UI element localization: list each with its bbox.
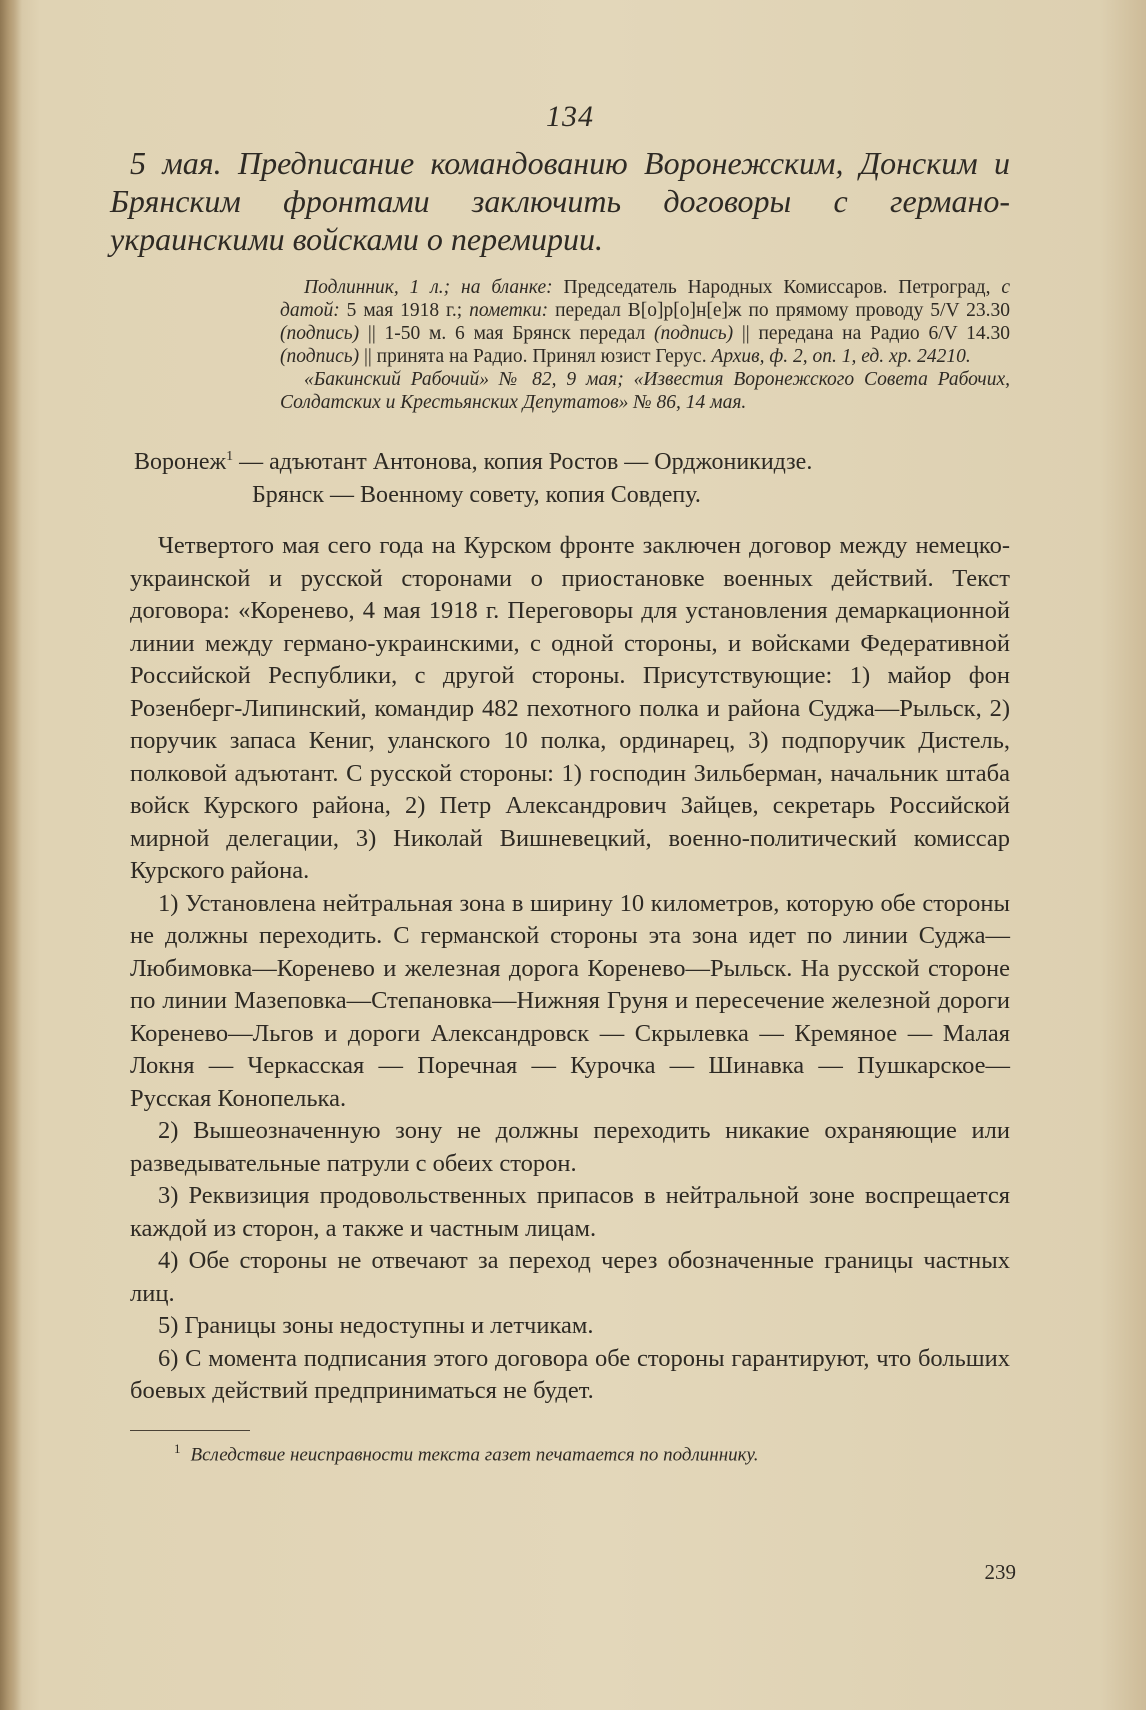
- publication-reference: «Бакинский Рабочий» № 82, 9 мая; «Известия Воронежского Совета Рабочих, Солдатских и Крестьянских Депутатов» № 86, 14 мая.: [280, 369, 1010, 413]
- body-paragraph: Четвертого мая сего года на Курском фронте заключен договор между немецко-украинской и русской сторонами о приостановке военных действий. Текст договора: «Коренево, 4 мая 1918 г. Переговоры для установления демаркационной линии между германо-украинскими, с одной стороны, и войсками Федеративной Российской Республики, с другой стороны. Присутствующие: 1) майор фон Розенберг-Липинский, командир 482 пехотного полка и района Суджа—Рыльск, 2) поручик запаса Кениг, уланского 10 полка, ординарец, 3) подпоручик Дистель, полковой адъютант. С русской стороны: 1) господин Зильберман, начальник штаба войск Курского района, 2) Петр Александрович Зайцев, секретарь Российской мирной делегации, 3) Николай Вишневецкий, военно-политический комиссар Курского района.: [130, 532, 1010, 884]
- source-text: || передана на Радио 6/V 14.30: [733, 323, 1010, 344]
- page-content: [110, 100, 1011, 1466]
- footnote-text: Вследствие неисправности текста газет печатается по подлиннику.: [190, 1443, 759, 1465]
- source-text: || 1-50 м. 6 мая Брянск передал: [359, 323, 654, 344]
- source-label-date: с датой:: [280, 277, 1011, 321]
- source-text: передал В[о]р[о]н[е]ж по прямому проводу 5/V 23.30: [548, 300, 1010, 321]
- source-text: || принята на Радио. Принял юзист Герус.: [359, 346, 712, 367]
- book-spine-shadow: [0, 0, 22, 1710]
- body-paragraph: 2) Вышеозначенную зону не должны переходить никакие охраняющие или разведывательные патрули с обеих сторон.: [130, 1117, 1010, 1177]
- body-paragraph: 1) Установлена нейтральная зона в ширину 10 километров, которую обе стороны не должны переходить. С германской стороны эта зона идет по линии Суджа—Любимовка—Коренево и железная дорога Коренево—Рыльск. На русской стороне по линии Мазеповка—Степановка—Нижняя Груня и пересечение железной дороги Коренево—Льгов и дороги Александровск — Скрылевка — Кремяное — Малая Локня — Черкасская — Поречная — Курочка — Шинавка — Пушкарское—Русская Конопелька.: [130, 889, 1010, 1112]
- document-title: 5 мая. Предписание командованию Воронежским, Донским и Брянским фронтами заключить договоры с германо-украинскими войсками о перемирии.: [110, 145, 1010, 257]
- body-paragraph: 4) Обе стороны не отвечают за переход через обозначенные границы частных лиц.: [130, 1247, 1010, 1307]
- document-body: [130, 530, 1010, 1408]
- address-line-voronezh: [134, 440, 1010, 479]
- source-label-original: Подлинник, 1 л.; на бланке:: [304, 277, 553, 298]
- source-label-signature: (подпись): [280, 346, 360, 367]
- address-recipients: — адъютант Антонова, копия Ростов — Орджоникидзе.: [233, 449, 813, 475]
- publication-note: [280, 368, 1010, 414]
- source-label-signature: (подпись): [280, 323, 360, 344]
- source-text: Председатель Народных Комиссаров. Петроград,: [552, 277, 1002, 298]
- document-number: 134: [546, 100, 594, 133]
- page-folio-number: 239: [984, 1560, 1016, 1584]
- source-note: [280, 276, 1010, 368]
- address-city: Воронеж: [134, 449, 227, 475]
- footnote-marker: 1: [174, 1440, 181, 1456]
- footnote-divider: [130, 1430, 250, 1431]
- source-label-signature: (подпись): [653, 323, 734, 344]
- source-archive-reference: Архив, ф. 2, оп. 1, ед. хр. 24210.: [711, 346, 971, 367]
- telegram-address: [130, 440, 1010, 512]
- body-paragraph: 3) Реквизиция продовольственных припасов в нейтральной зоне воспрещается каждой из сторон, а также и частным лицам.: [130, 1182, 1010, 1242]
- source-text: 5 мая 1918 г.;: [339, 300, 470, 321]
- body-paragraph: 5) Границы зоны недоступны и летчикам.: [158, 1312, 594, 1339]
- body-paragraph: 6) С момента подписания этого договора обе стороны гарантируют, что больших боевых действий предприниматься не будет.: [130, 1344, 1010, 1404]
- address-line-bryansk: Брянск — Военному совету, копия Совдепу.: [252, 482, 701, 508]
- footnote: [174, 1441, 1010, 1466]
- footnote-ref: 1: [226, 449, 234, 464]
- source-label-notes: пометки:: [469, 300, 549, 321]
